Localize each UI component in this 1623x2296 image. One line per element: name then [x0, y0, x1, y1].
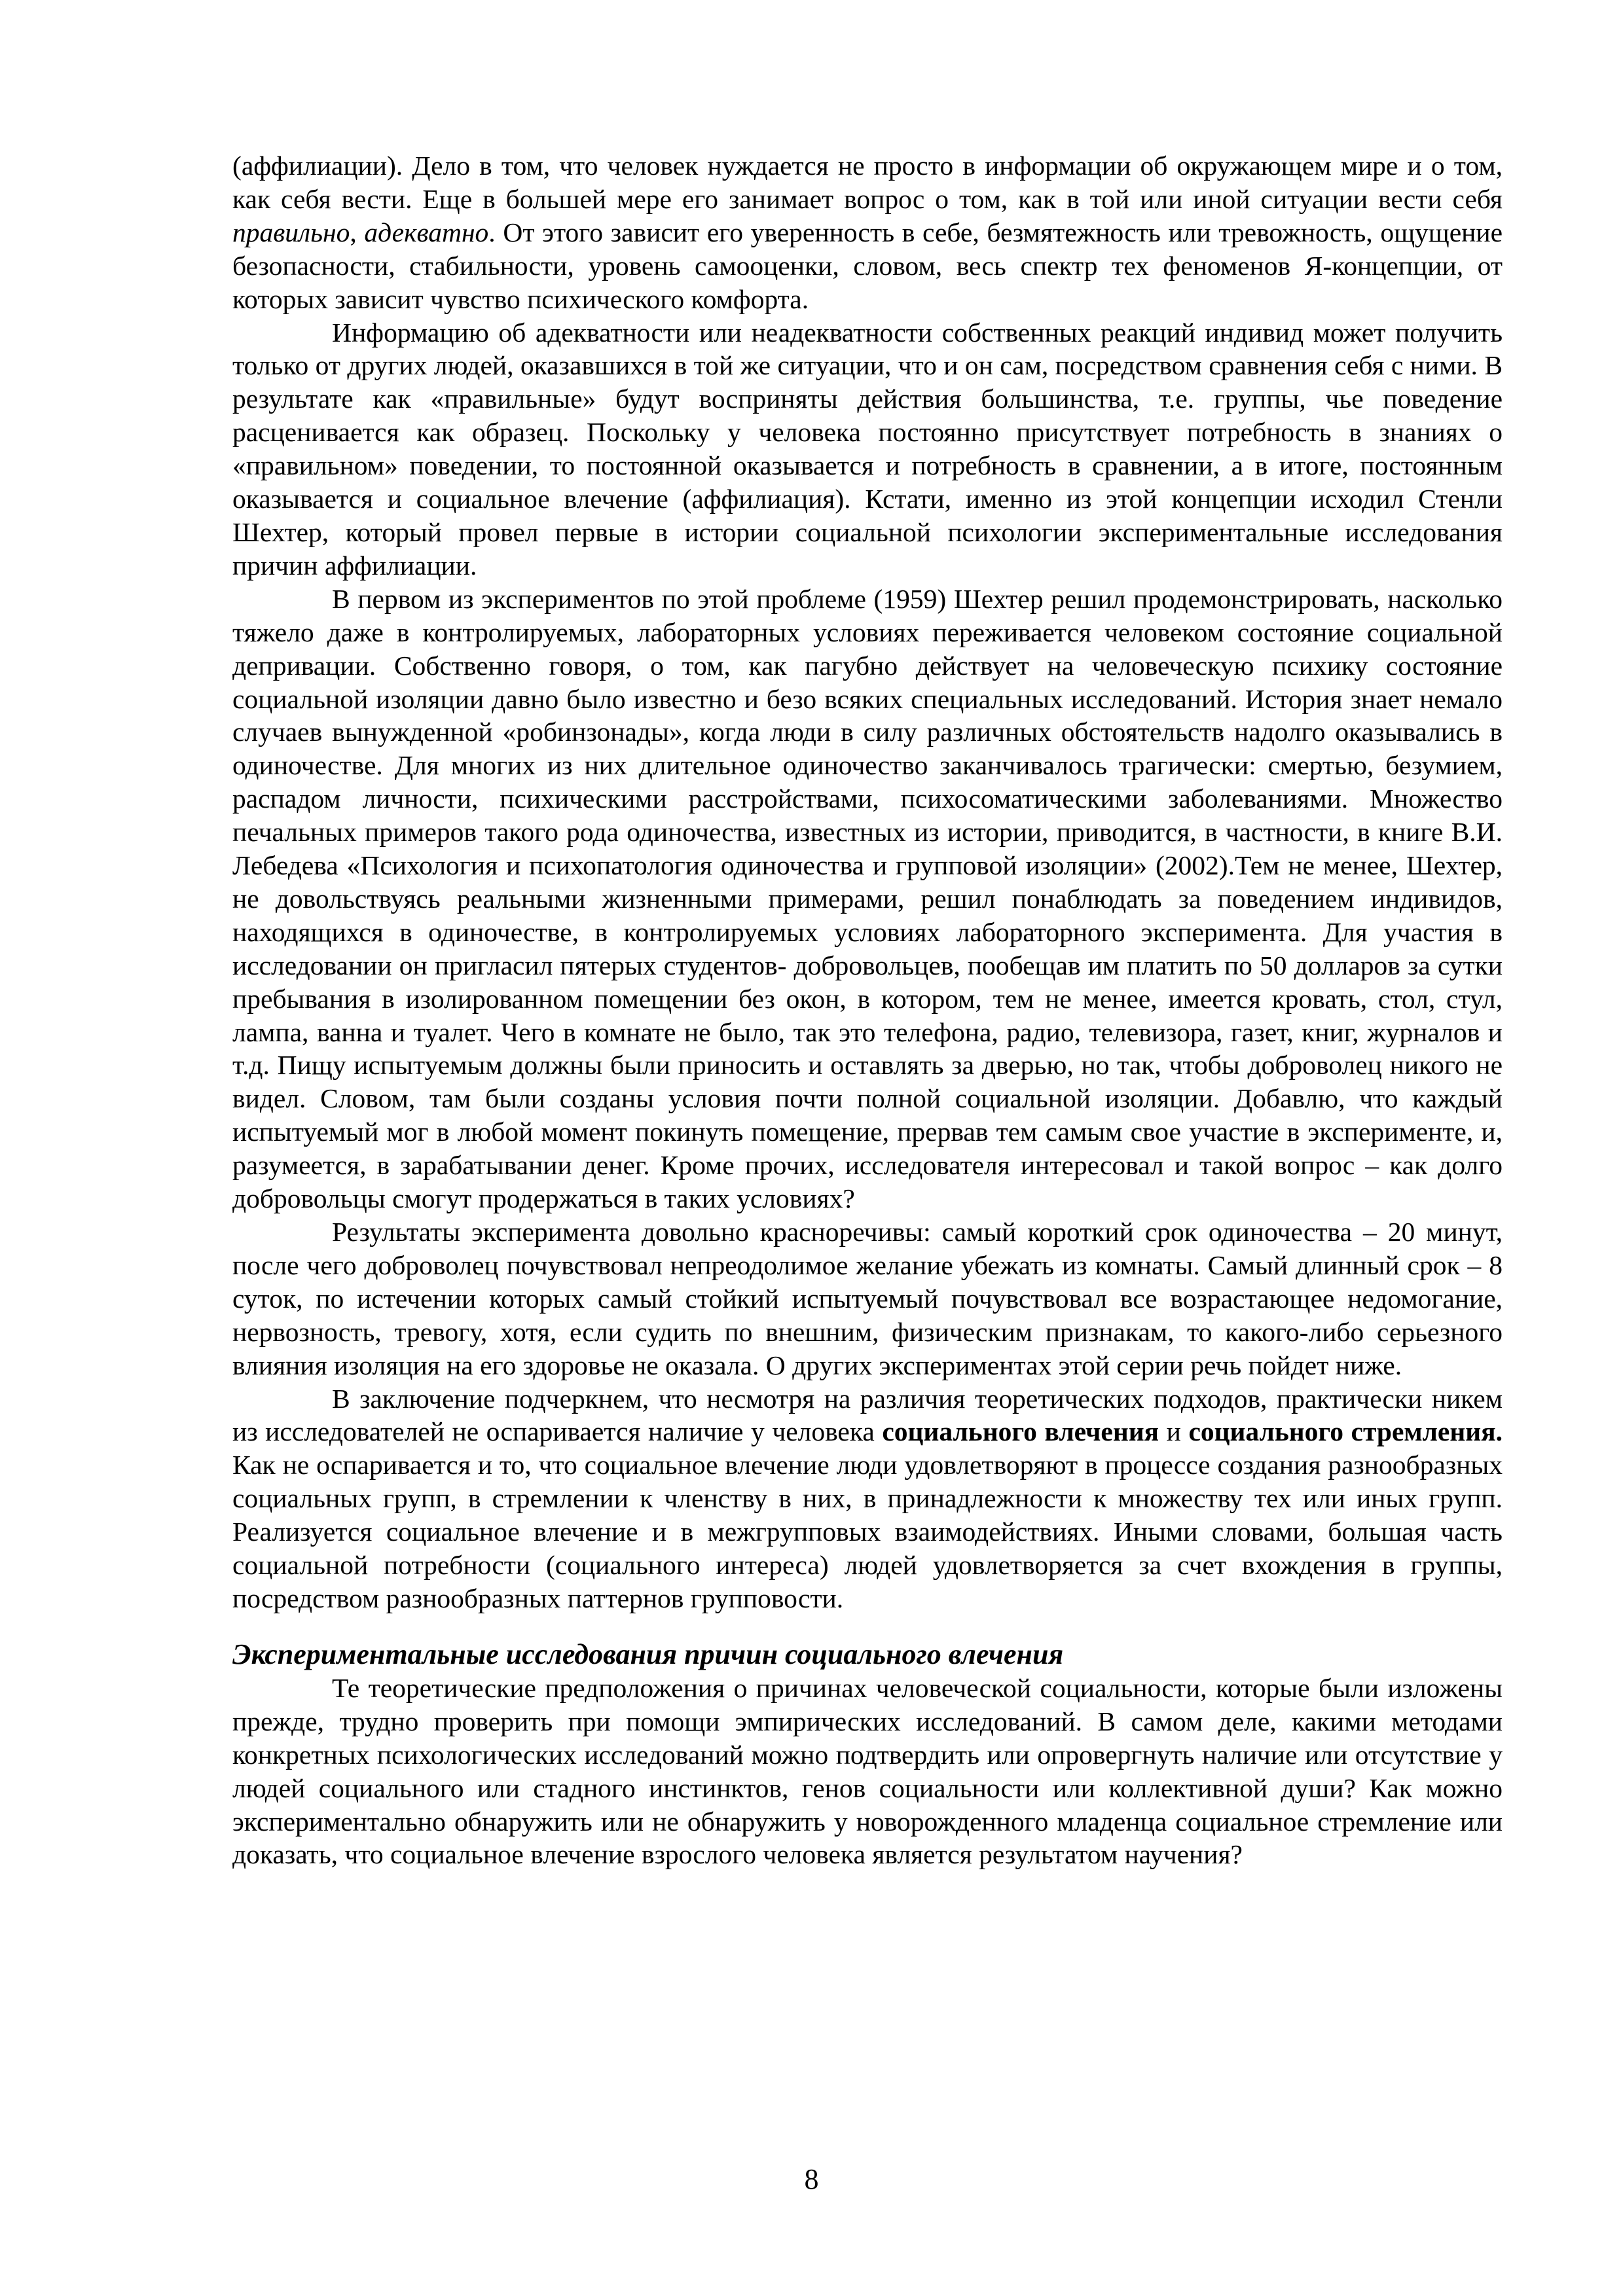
- paragraph: [232, 1215, 1503, 1382]
- text-run: ,: [350, 217, 365, 247]
- text-run: и: [1159, 1416, 1189, 1447]
- bold-term: социального стремления.: [1188, 1416, 1503, 1447]
- paragraph: [232, 1672, 1503, 1871]
- text-run: Информацию об адекватности или неадекватности собственных реакций индивид может получить только от других людей, оказавшихся в той же ситуации, что и он сам, посредством сравнения себя с ними. В результате как «правильные» будут восприняты действия большинства, т.е. группы, чье поведение расценивается как образец. Поскольку у человека постоянно присутствует потребность в знаниях о «правильном» поведении, то постоянной оказывается и потребность в сравнении, а в итоге, постоянным оказывается и социальное влечение (аффилиация). Кстати, именно из этой концепции исходил Стенли Шехтер, который провел первые в истории социальной психологии экспериментальные исследования причин аффилиации.: [232, 317, 1503, 581]
- paragraph: [232, 149, 1503, 316]
- text-run: В первом из экспериментов по этой проблеме (1959) Шехтер решил продемонстрировать, насколько тяжело даже в контролируемых, лабораторных условиях переживается человеком состояние социальной депривации. Собственно говоря, о том, как пагубно действует на человеческую психику состояние социальной изоляции давно было известно и безо всяких специальных исследований. История знает немало случаев вынужденной «робинзонады», когда люди в силу различных обстоятельств надолго оказывались в одиночестве. Для многих из них длительное одиночество заканчивалось трагически: смертью, безумием, распадом личности, психическими расстройствами, психосоматическими заболеваниями. Множество печальных примеров такого рода одиночества, известных из истории, приводится, в частности, в книге В.И. Лебедева «Психология и психопатология одиночества и групповой изоляции» (2002).Тем не менее, Шехтер, не довольствуясь реальными жизненными примерами, решил понаблюдать за поведением индивидов, находящихся в одиночестве, в контролируемых условиях лабораторного эксперимента. Для участия в исследовании он пригласил пятерых студентов- добровольцев, пообещав им платить по 50 долларов за сутки пребывания в изолированном помещении без окон, в котором, тем не менее, имеется кровать, стол, стул, лампа, ванна и туалет. Чего в комнате не было, так это телефона, радио, телевизора, газет, книг, журналов и т.д. Пищу испытуемым должны были приносить и оставлять за дверью, но так, чтобы доброволец никого не видел. Словом, там были созданы условия почти полной социальной изоляции. Добавлю, что каждый испытуемый мог в любой момент покинуть помещение, прервав тем самым свое участие в эксперименте, и, разумеется, в зарабатывании денег. Кроме прочих, исследователя интересовал и такой вопрос – как долго добровольцы смогут продержаться в таких условиях?: [232, 583, 1503, 1214]
- text-body: [232, 149, 1503, 1871]
- text-run: В заключение подчеркнем, что несмотря на различия теоретических подходов, практически никем из исследователей не оспаривается наличие у человека: [232, 1383, 1503, 1447]
- bold-term: социального влечения: [882, 1416, 1159, 1447]
- text-run: (аффилиации). Дело в том, что человек нуждается не просто в информации об окружающем мире и о том, как себя вести. Еще в большей мере его занимает вопрос о том, как в той или иной ситуации вести себя: [232, 151, 1503, 214]
- paragraph: [232, 316, 1503, 583]
- text-run: Как не оспаривается и то, что социальное влечение люди удовлетворяют в процессе создания разнообразных социальных групп, в стремлении к членству в них, в принадлежности к множеству тех или иных групп. Реализуется социальное влечение и в межгрупповых взаимодействиях. Иными словами, большая часть социальной потребности (социального интереса) людей удовлетворяется за счет вхождения в группы, посредством разнообразных паттернов групповости.: [232, 1450, 1503, 1613]
- emphasis-term: адекватно: [364, 217, 489, 247]
- section-heading: Экспериментальные исследования причин социального влечения: [232, 1638, 1064, 1670]
- paragraph: [232, 1382, 1503, 1615]
- paragraph: [232, 583, 1503, 1215]
- text-run: Те теоретические предположения о причинах человеческой социальности, которые были изложены прежде, трудно проверить при помощи эмпирических исследований. В самом деле, какими методами конкретных психологических исследований можно подтвердить или опровергнуть наличие или отсутствие у людей социального или стадного инстинктов, генов социальности или коллективной души? Как можно экспериментально обнаружить или не обнаружить у новорожденного младенца социальное стремление или доказать, что социальное влечение взрослого человека является результатом научения?: [232, 1672, 1503, 1870]
- emphasis-term: правильно: [232, 217, 350, 247]
- page-number: 8: [804, 2163, 819, 2195]
- text-run: . От этого зависит его уверенность в себе, безмятежность или тревожность, ощущение безопасности, стабильности, уровень самооценки, словом, весь спектр тех феноменов Я-концепции, от которых зависит чувство психического комфорта.: [232, 217, 1503, 314]
- text-run: Результаты эксперимента довольно красноречивы: самый короткий срок одиночества – 20 минут, после чего доброволец почувствовал непреодолимое желание убежать из комнаты. Самый длинный срок – 8 суток, по истечении которых самый стойкий испытуемый почувствовал все возрастающее недомогание, нервозность, тревогу, хотя, если судить по внешним, физическим признакам, то какого-либо серьезного влияния изоляция на его здоровье не оказала. О других экспериментах этой серии речь пойдет ниже.: [232, 1217, 1503, 1380]
